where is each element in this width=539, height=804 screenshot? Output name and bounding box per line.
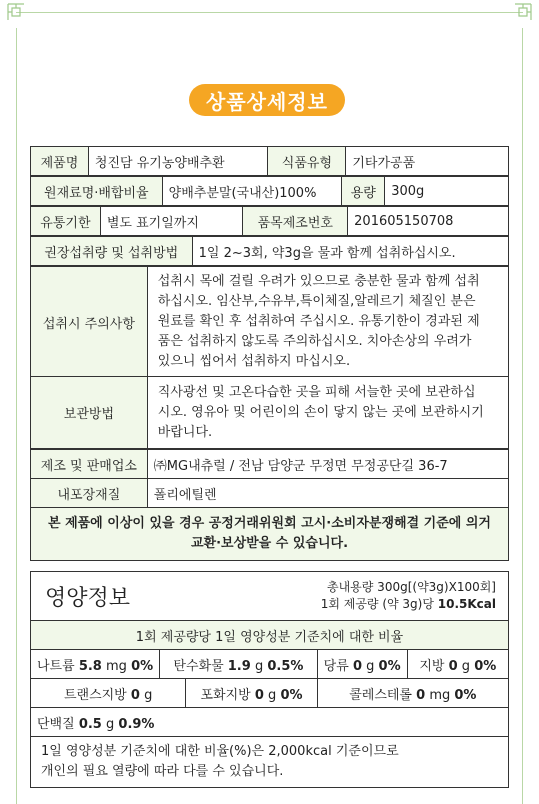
product-name-label: 제품명 [31,147,89,176]
table-row [31,450,509,479]
ingredients-value: 양배추분말(국내산)100% [162,177,342,206]
maker-value: ㈜MG내츄럴 / 전남 담양군 무정면 무정공단길 36-7 [147,450,508,479]
notice-line: 본 제품에 이상이 있을 경우 공정거래위원회 고시·소비자분쟁해결 기준에 의거 [47,516,491,531]
table-row [31,708,509,737]
serving-text [276,596,496,613]
table-row [31,237,509,266]
storage-label: 보관방법 [31,377,148,449]
storage-text [147,377,508,449]
nutrient-protein: 단백질 0.5 g 0.9% [31,708,509,737]
nutrient-sodium: 나트륨 5.8 mg 0% [31,650,160,679]
nutrient-fat: 지방 0 g 0% [407,650,508,679]
table-row [31,737,509,788]
maker-table [30,449,509,508]
storage-line: 직사광선 및 고온다습한 곳을 피해 서늘한 곳에 보관하십 [157,384,476,400]
table-row [31,621,509,650]
notice-table [30,507,509,561]
storage-line: 시오. 영유아 및 어린이의 손이 닿지 않는 곳에 보관하시기 [157,404,484,420]
table-row [31,177,509,206]
caution-table [30,266,509,378]
nutrient-cholesterol: 콜레스테롤 0 mg 0% [317,679,508,708]
serving-prefix: 1회 제공량 (약 3g)당 [320,597,438,611]
frame-top-line [16,12,523,13]
nutrition-footnote [31,737,509,788]
caution-line: 품은 섭취하지 않도록 주의하십시오. 치아손상의 우려가 [157,334,472,349]
caution-line: 하십시오. 임산부,수유부,특이체질,알레르기 체질인 분은 [157,294,476,309]
nutrition-title: 영양정보 [31,572,271,621]
nutrient-trans-fat: 트랜스지방 0 g [31,679,186,708]
nutrient-carbohydrate: 탄수화물 1.9 g 0.5% [160,650,318,679]
table-row [31,572,509,621]
lot-number-value: 201605150708 [348,207,509,236]
caution-text [147,267,508,378]
corner-ornament-icon [4,0,28,24]
nutrient-saturated-fat: 포화지방 0 g 0% [186,679,317,708]
storage-table [30,376,509,449]
dosage-value: 1일 2~3회, 약3g을 물과 함께 섭취하십시오. [192,237,508,266]
table-row [31,147,509,176]
table-row [31,508,509,561]
product-info-table-row2 [30,176,509,206]
product-info-table-top [30,146,509,176]
lot-number-label: 품목제조번호 [243,207,348,236]
packaging-value: 폴리에틸렌 [147,479,508,508]
table-row [31,267,509,378]
table-row [31,679,509,708]
product-name-value: 청진담 유기농양배추환 [88,147,268,176]
footnote-line: 1일 영양성분 기준치에 대한 비율(%)은 2,000kcal 기준이므로 [41,744,399,759]
nutrition-table [30,571,509,788]
table-row [31,377,509,449]
total-volume-text: 총내용량 300g[(약3g)X100회] [327,580,496,594]
expiry-label: 유통기한 [31,207,101,236]
caution-line: 섭취시 목에 걸릴 우려가 있으므로 충분한 물과 함께 섭취 [157,274,480,289]
maker-label: 제조 및 판매업소 [31,450,148,479]
table-row [31,207,509,236]
expiry-value: 별도 표기일까지 [100,207,243,236]
consumer-notice [31,508,509,561]
ingredients-label: 원재료명·배합비율 [31,177,163,206]
caution-line: 있으니 씹어서 섭취하지 마십시오. [157,354,351,369]
packaging-label: 내포장재질 [31,479,148,508]
table-row [31,479,509,508]
food-type-label: 식품유형 [268,147,346,176]
footnote-line: 개인의 필요 열량에 따라 다를 수 있습니다. [41,764,284,779]
storage-line: 바랍니다. [157,424,213,440]
volume-label: 용량 [342,177,385,206]
food-type-value: 기타가공품 [346,147,509,176]
notice-line: 교환·보상받을 수 있습니다. [190,536,349,551]
product-info-table-row3 [30,206,509,236]
nutrient-sugar: 당류 0 g 0% [317,650,407,679]
serving-kcal: 10.5Kcal [437,597,496,611]
table-row [31,650,509,679]
volume-value: 300g [385,177,509,206]
nutrition-serving-info [270,572,508,621]
caution-label: 섭취시 주의사항 [31,267,148,378]
corner-ornament-icon [511,0,535,24]
page-title: 상품상세정보 [189,84,345,116]
frame-left-line [16,28,17,804]
caution-line: 원료를 확인 후 섭취하여 주십시오. 유통기한이 경과된 제 [157,314,480,329]
dosage-table [30,236,509,266]
nutrition-ratio-header: 1회 제공량당 1일 영양성분 기준치에 대한 비율 [31,621,509,650]
frame-right-line [522,28,523,804]
dosage-label: 권장섭취량 및 섭취방법 [31,237,193,266]
